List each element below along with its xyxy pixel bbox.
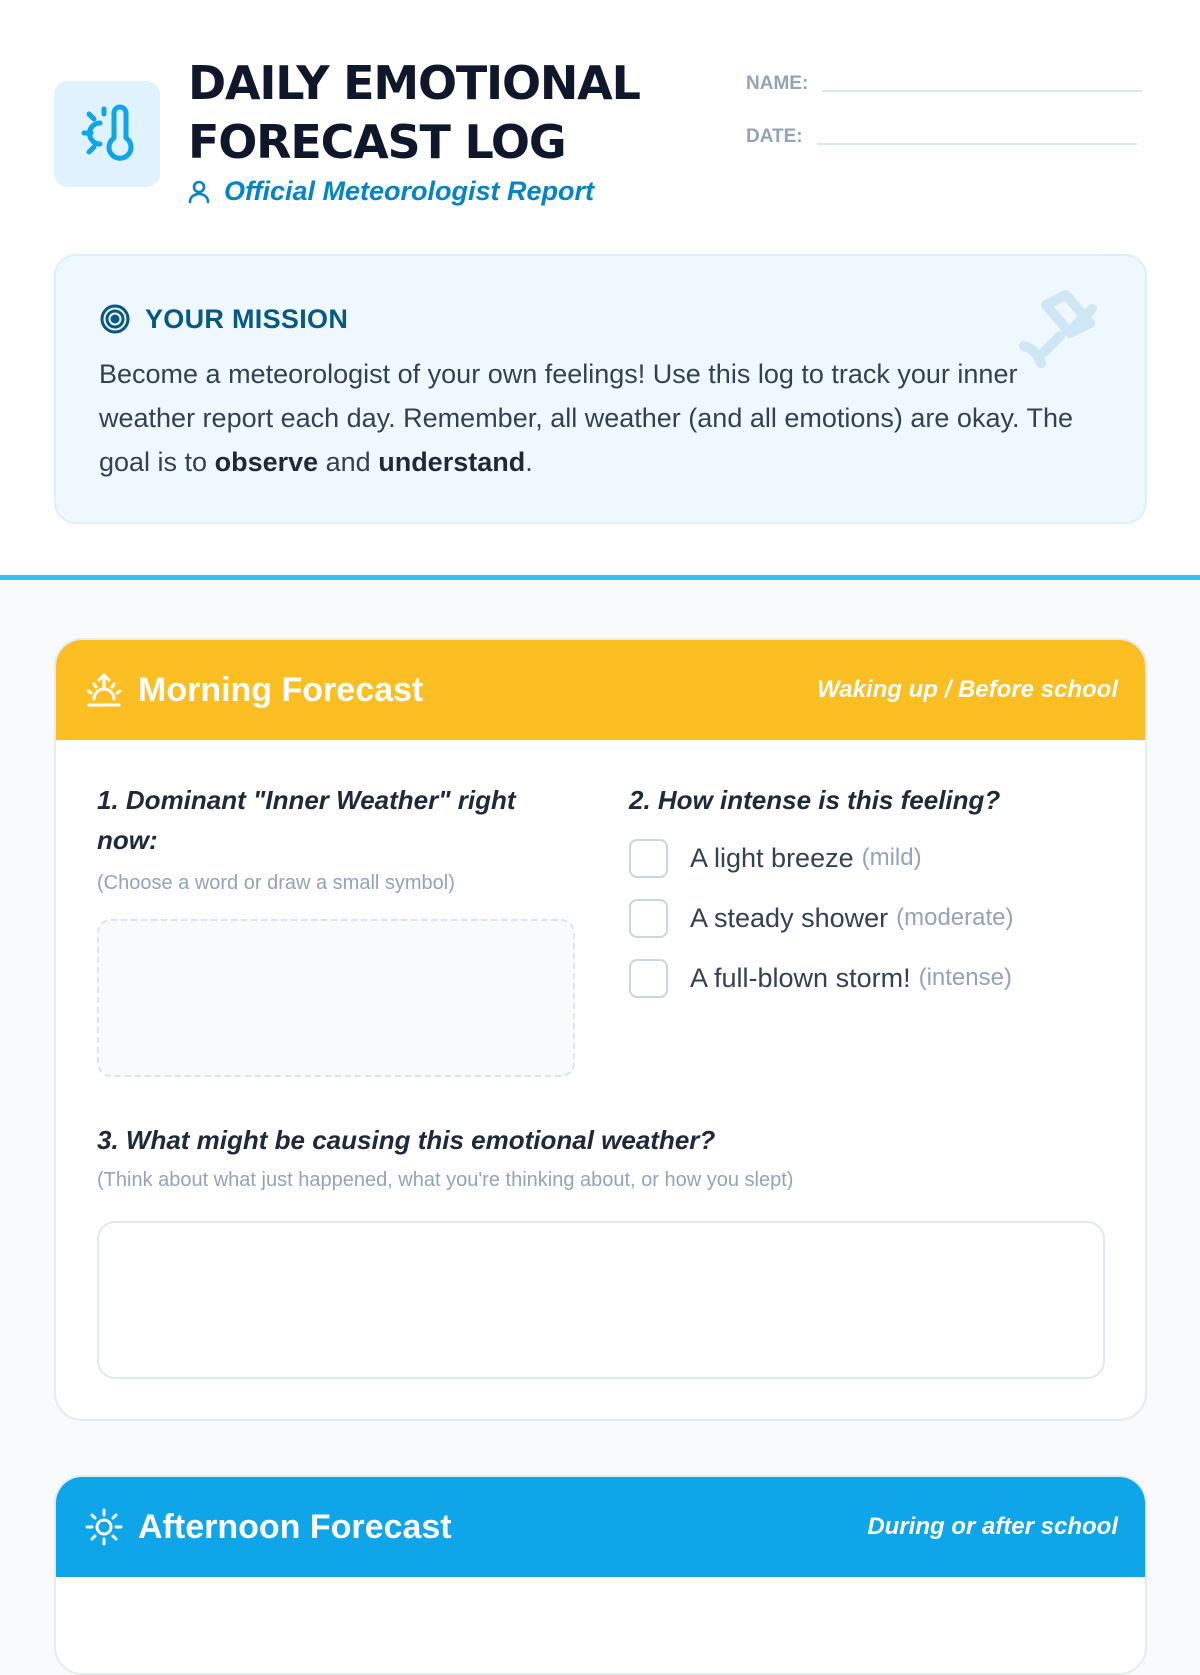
morning-title <box>84 670 423 710</box>
mission-text-end: . <box>525 447 533 477</box>
intense-level: (intense) <box>918 964 1012 991</box>
afternoon-time-note: During or after school <box>867 1513 1118 1540</box>
target-icon <box>99 303 131 335</box>
mild-level: (mild) <box>861 844 922 871</box>
worksheet-header <box>0 0 1200 580</box>
sun-icon <box>84 1507 124 1547</box>
afternoon-header <box>56 1477 1145 1577</box>
mission-heading <box>99 303 348 335</box>
mission-emphasis-understand: understand <box>378 447 526 477</box>
intense-label: A full-blown storm! <box>690 962 911 993</box>
satellite-icon <box>1015 289 1111 375</box>
date-label: DATE: <box>746 126 803 147</box>
question-cause <box>97 1120 1097 1195</box>
page-title <box>188 54 640 172</box>
afternoon-forecast-card <box>54 1475 1147 1675</box>
name-field[interactable] <box>822 90 1142 92</box>
name-row <box>746 60 1146 96</box>
mission-panel <box>54 254 1147 524</box>
intensity-option-moderate[interactable] <box>629 897 1119 939</box>
intensity-option-intense[interactable] <box>629 957 1119 999</box>
question-3-hint: (Think about what just happened, what you're thinking about, or how you slept) <box>97 1169 794 1191</box>
student-info <box>746 60 1146 166</box>
date-field[interactable] <box>817 143 1137 145</box>
morning-forecast-card <box>54 638 1147 1421</box>
question-intensity <box>629 780 1119 999</box>
morning-header <box>56 640 1145 740</box>
moderate-checkbox[interactable] <box>629 899 668 938</box>
afternoon-title <box>84 1507 452 1547</box>
weather-drawing-area[interactable] <box>97 919 575 1077</box>
question-1-hint: (Choose a word or draw a small symbol) <box>97 872 455 894</box>
mission-text <box>99 352 1084 484</box>
intense-checkbox[interactable] <box>629 959 668 998</box>
mild-label: A light breeze <box>690 842 854 873</box>
question-2-title: 2. How intense is this feeling? <box>629 785 1001 815</box>
sunrise-icon <box>84 670 124 710</box>
mission-emphasis-observe: observe <box>214 447 319 477</box>
logo <box>54 81 160 187</box>
moderate-level: (moderate) <box>896 904 1014 931</box>
sun-thermometer-icon <box>75 102 139 166</box>
intensity-options <box>629 837 1119 999</box>
question-1-title: 1. Dominant "Inner Weather" right now: <box>97 785 516 855</box>
afternoon-title-text: Afternoon Forecast <box>138 1507 452 1546</box>
mission-heading-text: YOUR MISSION <box>145 303 349 334</box>
mission-text-intro: Become a meteorologist of your own feelings! Use this log to track your inner weather report each day. Remember, all weather (and all emotions) are okay. The goal is to <box>99 359 1073 477</box>
subtitle-text: Official Meteorologist Report <box>224 176 595 206</box>
subtitle <box>188 176 594 207</box>
page-title-line-2: FORECAST LOG <box>188 115 566 169</box>
user-icon <box>188 180 210 204</box>
morning-time-note: Waking up / Before school <box>817 676 1118 703</box>
question-3-title: 3. What might be causing this emotional weather? <box>97 1125 716 1155</box>
cause-answer-field[interactable] <box>97 1221 1105 1379</box>
question-inner-weather <box>97 780 577 898</box>
mission-text-middle: and <box>318 447 379 477</box>
name-label: NAME: <box>746 73 809 94</box>
morning-title-text: Morning Forecast <box>138 670 424 709</box>
moderate-label: A steady shower <box>690 902 889 933</box>
date-row <box>746 113 1146 149</box>
page-title-line-1: DAILY EMOTIONAL <box>188 56 640 110</box>
mild-checkbox[interactable] <box>629 839 668 878</box>
intensity-option-mild[interactable] <box>629 837 1119 879</box>
